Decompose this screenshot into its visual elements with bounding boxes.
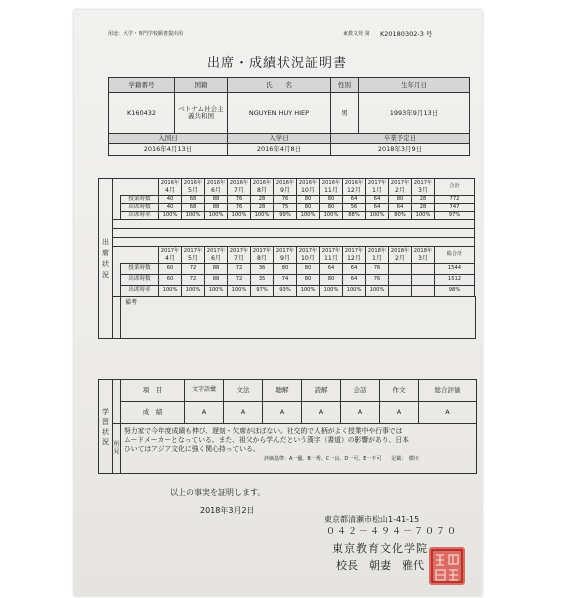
month-header — [366, 247, 389, 264]
month-header — [274, 247, 297, 264]
document-number-label: 東教文発 第 — [343, 31, 370, 37]
attendance-cell: 72 — [228, 275, 251, 286]
attendance-cell: 100% — [297, 286, 320, 297]
attendance-cell: 64 — [320, 264, 343, 275]
month-header-month: 2月 — [394, 255, 406, 262]
student-info-table — [108, 77, 470, 134]
attendance-cell: 100% — [320, 212, 343, 220]
attendance-cell: 88 — [205, 196, 228, 204]
month-header-month: 12月 — [346, 255, 362, 262]
month-header-year: 2017年 — [275, 248, 295, 254]
month-header-year: 2016年 — [275, 180, 295, 186]
attendance-cell: 88% — [343, 212, 366, 220]
attendance-total: 772 — [435, 196, 475, 204]
attendance-cell: 80 — [297, 196, 320, 204]
month-header-year: 2017年 — [413, 180, 433, 186]
empty-row — [113, 220, 475, 229]
attendance-cell: 72 — [182, 264, 205, 275]
attendance-cell: 80 — [297, 204, 320, 212]
entry-date: 2016年4月13日 — [109, 144, 228, 156]
attendance-label-char: 状 — [102, 259, 109, 268]
attendance-cell: 72 — [182, 275, 205, 286]
attendance-cell: 80 — [389, 196, 412, 204]
certificate-paper — [74, 10, 482, 596]
month-header-month: 5月 — [187, 187, 199, 194]
month-header-year: 2017年 — [298, 248, 318, 254]
certify-statement: 以上の事実を証明します。 — [170, 488, 266, 497]
month-header-month: 6月 — [210, 187, 222, 194]
subject-conversation: 会話 — [341, 380, 380, 402]
official-seal-icon — [428, 546, 466, 586]
attendance-cell: 72 — [228, 264, 251, 275]
attendance-cell: 76 — [228, 196, 251, 204]
month-header — [205, 179, 228, 196]
row-label: 授業時数 — [121, 264, 159, 275]
score-reading: A — [302, 402, 341, 424]
remarks-label-spacer — [113, 297, 121, 339]
attendance-cell: 76 — [274, 196, 297, 204]
attendance-label-char: 出 — [102, 237, 109, 246]
header-student-no: 学籍番号 — [109, 78, 175, 93]
attendance-cell: 100% — [228, 286, 251, 297]
school-phone: ０４２－４９４－７０７０ — [326, 527, 459, 537]
recorder-name: 横川 — [408, 456, 419, 462]
graduation-date: 2018年3月9日 — [331, 144, 470, 156]
comment-line-3: ひいてはアジア文化に強く関心持っている。 — [124, 445, 260, 453]
block-corner — [121, 247, 159, 264]
month-header-year: 2016年 — [229, 180, 249, 186]
attendance-cell: 100% — [320, 286, 343, 297]
month-header-month: 11月 — [323, 255, 339, 262]
month-header-year: 2017年 — [160, 248, 180, 254]
student-name: NGUYEN HUY HIEP — [228, 93, 331, 134]
attendance-cell: 64 — [343, 264, 366, 275]
attendance-cell: 88 — [205, 264, 228, 275]
month-header — [366, 179, 389, 196]
attendance-label-char: 況 — [102, 270, 109, 279]
attendance-cell: 76 — [366, 275, 389, 286]
month-header-year: 2016年 — [160, 180, 180, 186]
grading-criteria: 評価基準：A一優、B一秀、C一良、D一可、E一不可 — [264, 456, 382, 462]
attendance-total: 747 — [435, 204, 475, 212]
usage-note: 用途：大学・専門学校願書提出用 — [108, 31, 184, 37]
attendance-cell: 35 — [251, 275, 274, 286]
attendance-cell: 56 — [343, 204, 366, 212]
attendance-cell: 75 — [274, 204, 297, 212]
birth-date: 1993年9月13日 — [359, 93, 470, 134]
month-header — [389, 179, 412, 196]
grades-label-char: 習 — [102, 417, 109, 426]
month-header-month: 10月 — [300, 187, 316, 194]
attendance-cell: 28 — [251, 196, 274, 204]
month-header — [412, 179, 435, 196]
grades-result-label: 成 績 — [121, 402, 185, 424]
month-header-year: 2016年 — [252, 180, 272, 186]
attendance-cell: 100% — [251, 212, 274, 220]
month-header — [251, 247, 274, 264]
month-header-month: 1月 — [371, 187, 383, 194]
grades-section-label — [99, 380, 113, 474]
month-header — [159, 179, 182, 196]
attendance-cell: 100% — [159, 212, 182, 220]
row-label: 出席時数 — [121, 275, 159, 286]
subject-reading: 読解 — [302, 380, 341, 402]
month-header-year: 2016年 — [206, 180, 226, 186]
month-header — [320, 247, 343, 264]
grades-label-char: 況 — [102, 437, 109, 446]
month-header-month: 12月 — [346, 187, 362, 194]
month-header — [297, 179, 320, 196]
month-header-month: 9月 — [279, 255, 291, 262]
attendance-cell — [412, 275, 435, 286]
month-header-year: 2016年 — [344, 180, 364, 186]
attendance-cell — [389, 264, 412, 275]
row-label: 出席時率 — [121, 286, 159, 297]
attendance-cell — [389, 275, 412, 286]
attendance-cell: 60 — [159, 275, 182, 286]
attendance-cell: 100% — [297, 212, 320, 220]
row-label: 出席時数 — [121, 204, 159, 212]
score-composition: A — [380, 402, 419, 424]
month-header-year: 2017年 — [367, 180, 387, 186]
attendance-cell: 28 — [251, 204, 274, 212]
grades-label-char: 状 — [102, 427, 109, 436]
attendance-table — [98, 178, 476, 339]
month-header-month: 8月 — [256, 255, 268, 262]
month-header-year: 2017年 — [206, 248, 226, 254]
subject-listening: 聴解 — [263, 380, 302, 402]
nationality-line-2: 義共和国 — [188, 112, 214, 120]
attendance-cell: 60 — [159, 264, 182, 275]
month-header-year: 2018年 — [413, 248, 433, 254]
attendance-cell: 74 — [274, 275, 297, 286]
score-grammar: A — [224, 402, 263, 424]
block-spacer — [113, 179, 121, 220]
recorder-label: 記載： — [391, 456, 404, 462]
month-header — [412, 247, 435, 264]
header-nationality: 国籍 — [175, 78, 228, 93]
attendance-cell: 80 — [297, 275, 320, 286]
remarks-cell — [121, 297, 476, 339]
month-header — [159, 247, 182, 264]
attendance-cell: 64 — [366, 204, 389, 212]
month-header — [389, 247, 412, 264]
month-header — [343, 247, 366, 264]
subject-vocabulary: 文字語彙 — [185, 380, 224, 402]
attendance-cell: 100% — [182, 212, 205, 220]
month-header — [297, 247, 320, 264]
header-gender: 性別 — [331, 78, 359, 93]
grades-spacer — [113, 380, 121, 424]
month-header-month: 3月 — [417, 255, 429, 262]
attendance-cell: 40 — [159, 196, 182, 204]
attendance-cell: 76 — [366, 264, 389, 275]
attendance-cell: 97% — [251, 286, 274, 297]
month-header — [228, 247, 251, 264]
month-header — [228, 179, 251, 196]
month-header-year: 2018年 — [367, 248, 387, 254]
total-header: 総合計 — [435, 247, 475, 264]
document-title: 出席・成績状況証明書 — [207, 56, 348, 71]
comment-line-2: ムードメーカーとなっている。また、祖父から学んだという漢字（書道）の影響があり、日本 — [124, 436, 409, 444]
principal-name: 校長 朝妻 雅代 — [336, 559, 424, 572]
month-header-month: 3月 — [417, 187, 429, 194]
attendance-cell: 64 — [366, 196, 389, 204]
grades-item-label: 項 目 — [121, 380, 185, 402]
header-graduation-date: 卒業予定日 — [331, 134, 470, 144]
attendance-cell: 68 — [182, 204, 205, 212]
month-header-month: 4月 — [164, 255, 176, 262]
empty-row — [113, 229, 475, 238]
school-name: 東京教育文化学院 — [332, 542, 428, 555]
row-label: 授業時数 — [121, 196, 159, 204]
attendance-cell — [412, 286, 435, 297]
nationality-line-1: ベトナム社会主 — [178, 105, 224, 114]
attendance-cell: 100% — [182, 286, 205, 297]
grades-table — [98, 379, 477, 474]
header-entry-date: 入国日 — [109, 134, 228, 144]
month-header — [182, 179, 205, 196]
attendance-cell: 88 — [205, 204, 228, 212]
month-header-year: 2017年 — [252, 248, 272, 254]
month-header-year: 2017年 — [321, 248, 341, 254]
month-header — [343, 179, 366, 196]
month-header-year: 2018年 — [390, 248, 410, 254]
month-header-year: 2017年 — [390, 180, 410, 186]
month-header-month: 1月 — [371, 255, 383, 262]
attendance-total: 97% — [435, 212, 475, 220]
nationality — [175, 93, 228, 134]
month-header-month: 7月 — [233, 187, 245, 194]
total-header: 合計 — [435, 179, 475, 196]
header-birth: 生年月日 — [359, 78, 470, 93]
attendance-cell — [389, 286, 412, 297]
month-header-month: 9月 — [279, 187, 291, 194]
block-spacer — [113, 247, 121, 297]
admission-date: 2016年4月8日 — [228, 144, 331, 156]
attendance-cell: 80 — [297, 264, 320, 275]
attendance-cell: 64 — [343, 196, 366, 204]
comment-line-1: 努力家で今年度成績も伸び、遅刻・欠席がほぼない。社交的で人柄がよく授業中や行事では — [124, 427, 403, 435]
month-header-month: 4月 — [164, 187, 176, 194]
month-header-year: 2016年 — [298, 180, 318, 186]
score-listening: A — [263, 402, 302, 424]
attendance-cell: 80% — [389, 212, 412, 220]
month-header-month: 2月 — [394, 187, 406, 194]
attendance-cell: 68 — [182, 196, 205, 204]
dates-table — [108, 133, 470, 156]
attendance-cell: 80 — [320, 196, 343, 204]
header-admission-date: 入学日 — [228, 134, 331, 144]
month-header-year: 2017年 — [229, 248, 249, 254]
comment-label-1: 所 — [113, 441, 120, 449]
attendance-total: 1544 — [435, 264, 475, 275]
month-header-month: 7月 — [233, 255, 245, 262]
remarks-label: 備考 — [125, 299, 138, 306]
attendance-cell: 100% — [205, 286, 228, 297]
attendance-total: 98% — [435, 286, 475, 297]
subject-composition: 作文 — [380, 380, 419, 402]
attendance-cell: 93% — [274, 286, 297, 297]
month-header — [182, 247, 205, 264]
attendance-cell — [412, 264, 435, 275]
month-header — [274, 179, 297, 196]
attendance-cell: 28 — [412, 196, 435, 204]
month-header — [320, 179, 343, 196]
month-header-year: 2016年 — [183, 180, 203, 186]
attendance-cell: 80 — [274, 264, 297, 275]
score-overall: A — [419, 402, 477, 424]
month-header-year: 2017年 — [183, 248, 203, 254]
subject-overall: 総合評価 — [419, 380, 477, 402]
gender: 男 — [331, 93, 359, 134]
month-header-month: 10月 — [300, 255, 316, 262]
attendance-cell: 100% — [412, 212, 435, 220]
attendance-cell: 64 — [343, 275, 366, 286]
block-corner — [121, 179, 159, 196]
attendance-cell: 100% — [366, 212, 389, 220]
comment-label — [113, 424, 121, 474]
attendance-cell: 80 — [320, 204, 343, 212]
score-vocabulary: A — [185, 402, 224, 424]
month-header-year: 2017年 — [344, 248, 364, 254]
attendance-cell: 100% — [205, 212, 228, 220]
subject-grammar: 文法 — [224, 380, 263, 402]
attendance-label-char: 席 — [102, 248, 109, 257]
month-header — [251, 179, 274, 196]
document-number: K20180302-3 号 — [380, 30, 433, 38]
attendance-cell: 28 — [412, 204, 435, 212]
row-label: 出席時率 — [121, 212, 159, 220]
empty-row — [113, 238, 475, 247]
comment-label-2: 見 — [113, 447, 120, 455]
attendance-cell: 100% — [366, 286, 389, 297]
grades-label-char: 学 — [102, 407, 109, 416]
month-header-month: 11月 — [323, 187, 339, 194]
attendance-cell: 76 — [228, 204, 251, 212]
header-name: 氏 名 — [228, 78, 331, 93]
school-address: 東京都清瀬市松山1-41-15 — [324, 515, 420, 524]
attendance-cell: 40 — [159, 204, 182, 212]
month-header-year: 2016年 — [321, 180, 341, 186]
attendance-cell: 100% — [159, 286, 182, 297]
attendance-total: 1512 — [435, 275, 475, 286]
score-conversation: A — [341, 402, 380, 424]
month-header-month: 6月 — [210, 255, 222, 262]
student-no: K160432 — [109, 93, 175, 134]
month-header-month: 8月 — [256, 187, 268, 194]
criteria-line — [124, 457, 473, 462]
attendance-cell: 99% — [274, 212, 297, 220]
attendance-cell: 100% — [228, 212, 251, 220]
attendance-section-label — [99, 179, 113, 339]
comment-cell — [121, 424, 477, 474]
attendance-cell: 36 — [251, 264, 274, 275]
issue-date: 2018年3月2日 — [200, 506, 255, 515]
attendance-cell: 64 — [389, 204, 412, 212]
attendance-cell: 88 — [205, 275, 228, 286]
attendance-cell: 100% — [343, 286, 366, 297]
month-header-month: 5月 — [187, 255, 199, 262]
month-header — [205, 247, 228, 264]
attendance-cell: 80 — [320, 275, 343, 286]
